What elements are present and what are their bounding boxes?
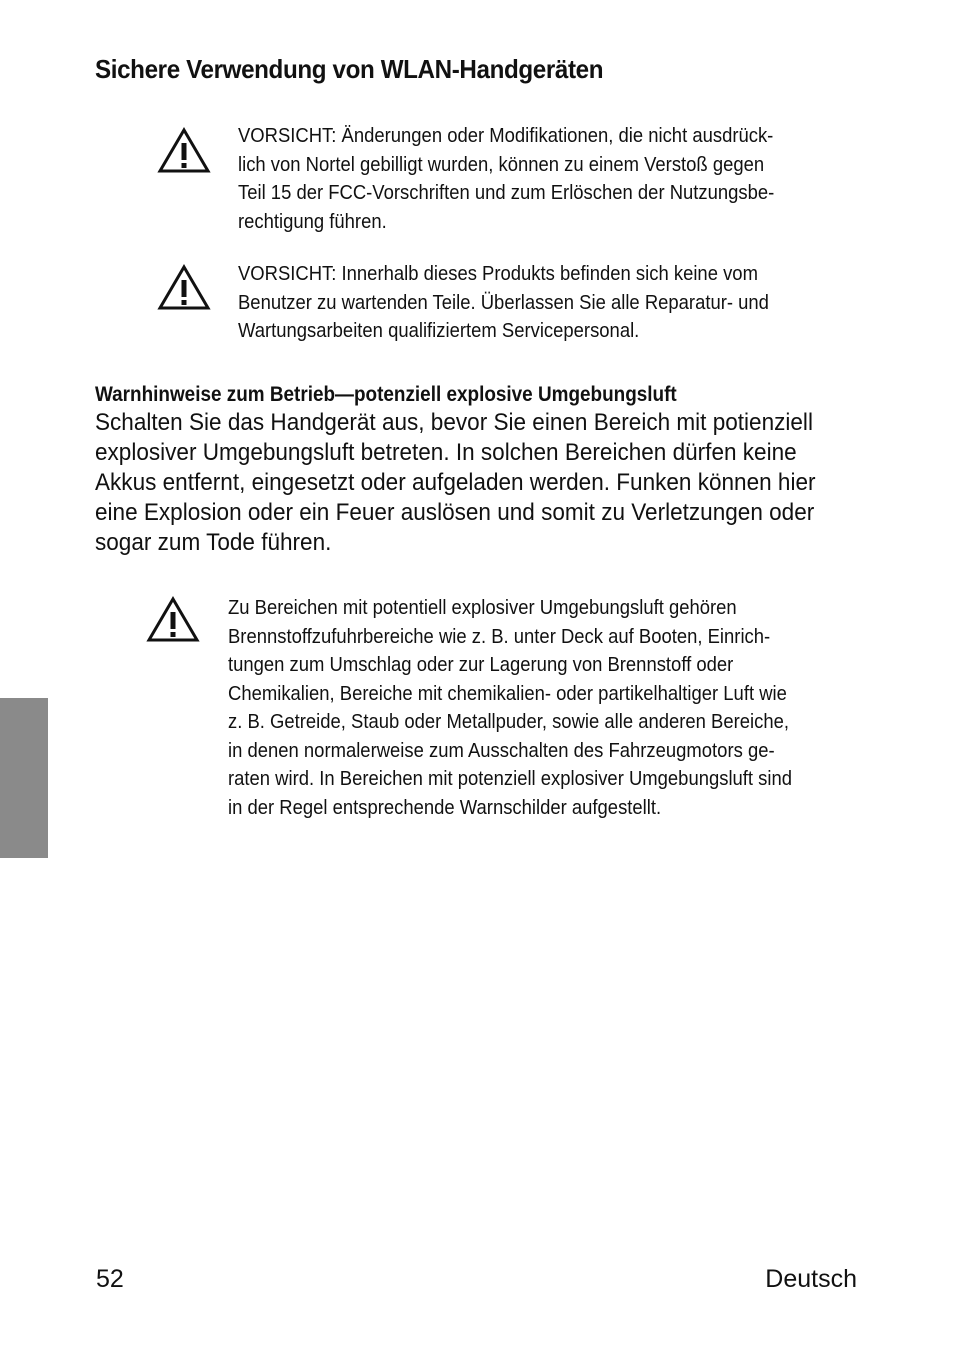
page-title: Sichere Verwendung von WLAN-Handgeräten xyxy=(95,54,604,84)
caution-text-line: VORSICHT: Innerhalb dieses Produkts befinden sich keine vom xyxy=(238,262,758,285)
caution-text-line: Wartungsarbeiten qualifiziertem Servicepersonal. xyxy=(238,319,640,342)
caution-text-line: raten wird. In Bereichen mit potenziell explosiver Umgebungsluft sind xyxy=(228,767,793,790)
body-text-line: Akkus entfernt, eingesetzt oder aufgeladen werden. Funken können hier xyxy=(95,469,816,496)
caution-text-line: VORSICHT: Änderungen oder Modifikationen, die nicht ausdrück- xyxy=(238,124,774,147)
caution-text-line: rechtigung führen. xyxy=(238,209,387,233)
caution-text-line: Chemikalien, Bereiche mit chemikalien- oder partikelhaltiger Luft wie xyxy=(228,681,787,705)
section-body xyxy=(95,408,816,558)
caution-text-line: tungen zum Umschlag oder zur Lagerung von Brennstoff oder xyxy=(228,653,734,676)
caution-text-line: Benutzer zu wartenden Teile. Überlassen Sie alle Reparatur- und xyxy=(238,290,769,314)
caution-text-line: lich von Nortel gebilligt wurden, können zu einem Verstoß gegen xyxy=(238,152,765,176)
warning-triangle-icon xyxy=(157,127,211,174)
page-number: 52 xyxy=(96,1265,124,1293)
caution-text-line: z. B. Getreide, Staub oder Metallpuder, sowie alle anderen Bereiche, xyxy=(228,710,790,733)
body-text-line: sogar zum Tode führen. xyxy=(95,529,332,556)
body-text-line: eine Explosion oder ein Feuer auslösen und somit zu Verletzungen oder xyxy=(95,499,815,526)
body-text-line: Schalten Sie das Handgerät aus, bevor Sie einen Bereich mit potienziell xyxy=(95,409,813,436)
section-heading: Warnhinweise zum Betrieb—potenziell explosive Umgebungsluft xyxy=(95,382,677,406)
warning-triangle-icon xyxy=(146,596,200,643)
caution-text-line: in denen normalerweise zum Ausschalten des Fahrzeugmotors ge- xyxy=(228,738,775,762)
chapter-side-tab xyxy=(0,698,48,858)
caution-text-line: Zu Bereichen mit potentiell explosiver Umgebungsluft gehören xyxy=(228,596,737,619)
page-language-label: Deutsch xyxy=(765,1265,857,1293)
caution-text-line: Teil 15 der FCC-Vorschriften und zum Erlöschen der Nutzungsbe- xyxy=(238,181,775,204)
warning-triangle-icon xyxy=(157,264,211,311)
caution-text-line: in der Regel entsprechende Warnschilder aufgestellt. xyxy=(228,795,662,819)
body-text-line: explosiver Umgebungsluft betreten. In solchen Bereichen dürfen keine xyxy=(95,439,797,466)
caution-text-line: Brennstoffzufuhrbereiche wie z. B. unter Deck auf Booten, Einrich- xyxy=(228,624,771,648)
